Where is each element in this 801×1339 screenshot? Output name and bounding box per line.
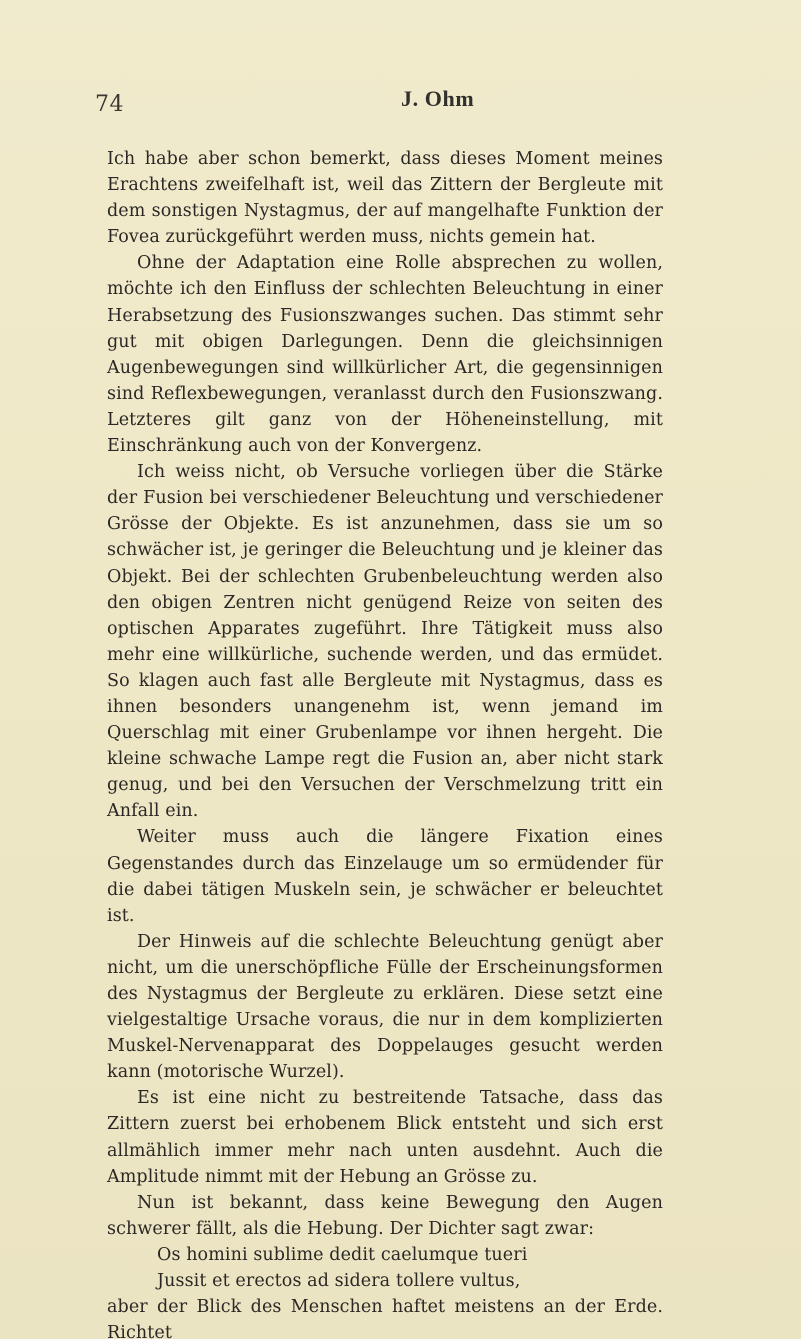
paragraph: Es ist eine nicht zu bestreitende Tatsache, dass das Zittern zuerst bei erhobenem Blick entsteht und sich erst allmählich immer mehr nach unten ausdehnt. Auch die Amplitude nimmt mit der Hebung an Grösse zu. [107, 1088, 663, 1187]
paragraph: Weiter muss auch die längere Fixation eines Gegenstandes durch das Einzelauge um so ermüdender für die dabei tätigen Muskeln sein, je schwächer er beleuchtet ist. [107, 827, 663, 926]
paragraph: Ohne der Adaptation eine Rolle absprechen zu wollen, möchte ich den Einfluss der schlechten Beleuchtung in einer Herabsetzung des Fusionszwanges suchen. Das stimmt sehr gut mit obigen Darlegungen. Denn die gleichsinnigen Augenbewegungen sind willkürlicher Art, die gegensinnigen sind Reflexbewegungen, veranlasst durch den Fusionszwang. Letzteres gilt ganz von der Höheneinstellung, mit Einschränkung auch von der Konvergenz. [107, 253, 663, 457]
closing-line: aber der Blick des Menschen haftet meistens an der Erde. Richtet [107, 1297, 663, 1339]
paragraph: Ich weiss nicht, ob Versuche vorliegen über die Stärke der Fusion bei verschiedener Beleuchtung und verschiedener Grösse der Objekte. Es ist anzunehmen, dass sie um so schwächer ist, je geringer die Beleuchtung und je kleiner das Objekt. Bei der schlechten Grubenbeleuchtung werden also den obigen Zentren nicht genügend Reize von seiten des optischen Apparates zugeführt. Ihre Tätigkeit muss also mehr eine willkürliche, suchende werden, und das ermüdet. So klagen auch fast alle Bergleute mit Nystagmus, dass es ihnen besonders unangenehm ist, wenn jemand im Querschlag mit einer Grubenlampe vor ihnen hergeht. Die kleine schwache Lampe regt die Fusion an, aber nicht stark genug, und bei den Versuchen der Verschmelzung tritt ein Anfall ein. [107, 462, 663, 822]
paragraph: Ich habe aber schon bemerkt, dass dieses Moment meines Erachtens zweifelhaft ist, weil das Zittern der Bergleute mit dem sonstigen Nystagmus, der auf mangelhafte Funktion der Fovea zurückgeführt werden muss, nichts gemein hat. [107, 149, 663, 248]
body-text [107, 146, 663, 1339]
verse-line: Os homini sublime dedit caelumque tueri [157, 1244, 528, 1265]
page-number: 74 [95, 92, 124, 117]
verse-line: Jussit et erectos ad sidera tollere vultus, [157, 1271, 521, 1292]
page-header [95, 86, 706, 120]
paragraph: Der Hinweis auf die schlechte Beleuchtung genügt aber nicht, um die unerschöpfliche Fülle der Erscheinungsformen des Nystagmus der Bergleute zu erklären. Diese setzt eine vielgestaltige Ursache voraus, die nur in dem komplizierten Muskel-Nervenapparat des Doppelauges gesucht werden kann (motorische Wurzel). [107, 931, 663, 1083]
running-head: J. Ohm [401, 86, 475, 111]
paragraph: Nun ist bekannt, dass keine Bewegung den Augen schwerer fällt, als die Hebung. Der Dichter sagt zwar: [107, 1192, 663, 1239]
